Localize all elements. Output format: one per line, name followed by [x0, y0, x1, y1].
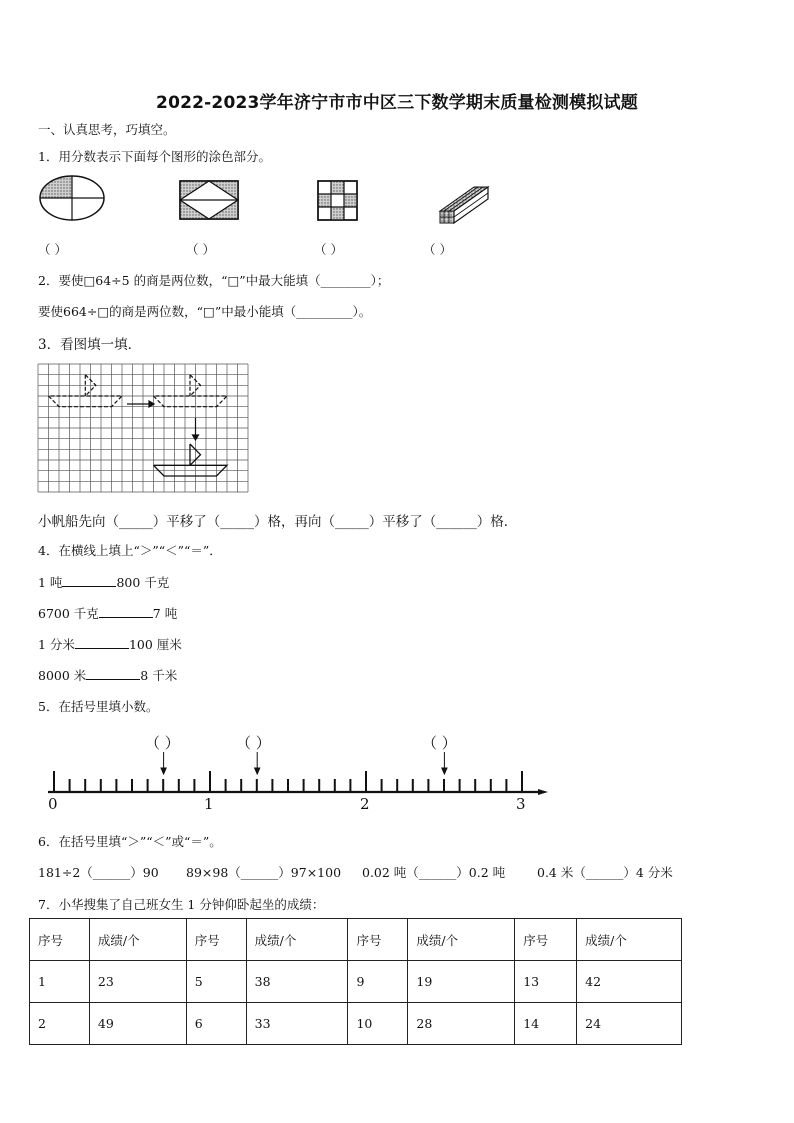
grid-square-figure — [318, 181, 357, 220]
question-6: 6．在括号里填“＞”“＜”或“＝”。 — [38, 834, 222, 849]
table-cell: 49 — [89, 1003, 186, 1045]
table-cell: 14 — [515, 1003, 577, 1045]
boat-translated-right — [154, 375, 228, 407]
q4-item-1 — [38, 573, 169, 591]
arrow-down-icon — [193, 418, 199, 440]
question-3: 3．看图填一填． — [38, 337, 142, 353]
number-label-0: 0 — [48, 795, 58, 813]
header-cell: 成绩/个 — [577, 919, 682, 961]
number-label-3: 3 — [516, 795, 526, 813]
table-row — [30, 1003, 682, 1045]
grid-lines — [38, 364, 248, 492]
q1-answer-3[interactable]: （ ） — [314, 242, 343, 257]
question-7: 7．小华搜集了自己班女生 1 分钟仰卧起坐的成绩： — [38, 897, 325, 912]
q5-bracket-3[interactable]: （ ） — [422, 734, 457, 752]
number-label-2: 2 — [360, 795, 370, 813]
q6-item-1: 181÷2（______）90 — [38, 865, 159, 880]
q6-item-4: 0.4 米（______）4 分米 — [537, 865, 673, 880]
table-cell: 6 — [186, 1003, 246, 1045]
boat-original — [49, 375, 123, 407]
arrow-right-icon — [127, 401, 154, 407]
q4-left: 8000 米 — [38, 668, 87, 683]
q4-left: 1 分米 — [38, 637, 75, 652]
table-cell: 2 — [30, 1003, 90, 1045]
ticks — [54, 771, 522, 792]
q1-answer-4[interactable]: （ ） — [423, 242, 452, 257]
q1-figures — [36, 175, 506, 227]
table-cell: 5 — [186, 961, 246, 1003]
table-cell: 42 — [577, 961, 682, 1003]
table-cell: 23 — [89, 961, 186, 1003]
table-cell: 13 — [515, 961, 577, 1003]
q1-answer-1[interactable]: （ ） — [38, 242, 67, 257]
header-cell: 成绩/个 — [89, 919, 186, 961]
pointer-arrows — [161, 752, 447, 774]
question-5: 5．在括号里填小数。 — [38, 699, 159, 714]
header-cell: 序号 — [348, 919, 408, 961]
number-line — [40, 750, 555, 798]
question-4: 4．在横线上填上“＞”“＜”“＝”． — [38, 543, 222, 558]
header-cell: 序号 — [515, 919, 577, 961]
page-title: 2022-2023学年济宁市市中区三下数学期末质量检测模拟试题 — [156, 93, 638, 113]
table-row — [30, 961, 682, 1003]
question-1: 1．用分数表示下面每个图形的涂色部分。 — [38, 149, 271, 164]
q4-right: 8 千米 — [140, 668, 178, 683]
q4-item-2 — [38, 604, 177, 622]
table-header-row — [30, 919, 682, 961]
answer-blank[interactable] — [86, 667, 140, 680]
question-3-answer: 小帆船先向（_____）平移了（_____）格，再向（_____）平移了（______）格． — [38, 514, 518, 530]
axis-arrow-icon — [538, 789, 548, 795]
q4-left: 1 吨 — [38, 575, 63, 590]
answer-blank[interactable] — [75, 636, 129, 649]
q4-item-4 — [38, 666, 177, 684]
ellipse-figure — [40, 176, 104, 220]
q5-bracket-2[interactable]: （ ） — [236, 734, 271, 752]
q4-right: 800 千克 — [116, 575, 170, 590]
q1-answer-2[interactable]: （ ） — [186, 242, 215, 257]
diamond-rectangle-figure — [180, 181, 238, 219]
q4-left: 6700 千克 — [38, 606, 99, 621]
table-cell: 9 — [348, 961, 408, 1003]
header-cell: 序号 — [30, 919, 90, 961]
q4-item-3 — [38, 635, 182, 653]
table-cell: 28 — [408, 1003, 515, 1045]
question-2-line-2: 要使664÷□的商是两位数，“□”中最小能填（_________）。 — [38, 304, 372, 319]
q4-right: 100 厘米 — [128, 637, 182, 652]
q4-right: 7 吨 — [152, 606, 178, 621]
table-cell: 33 — [246, 1003, 348, 1045]
table-cell: 24 — [577, 1003, 682, 1045]
sailboat-grid — [36, 362, 252, 494]
table-cell: 10 — [348, 1003, 408, 1045]
header-cell: 成绩/个 — [246, 919, 348, 961]
section-heading: 一、认真思考，巧填空。 — [38, 122, 176, 137]
q6-item-3: 0.02 吨（______）0.2 吨 — [362, 865, 506, 880]
q6-item-2: 89×98（______）97×100 — [186, 865, 342, 880]
scores-table — [29, 918, 682, 1045]
question-2-line-1: 2．要使□64÷5 的商是两位数，“□”中最大能填（________）； — [38, 273, 390, 288]
table-cell: 19 — [408, 961, 515, 1003]
q5-bracket-1[interactable]: （ ） — [145, 734, 180, 752]
header-cell: 序号 — [186, 919, 246, 961]
answer-blank[interactable] — [99, 605, 153, 618]
table-cell: 38 — [246, 961, 348, 1003]
cuboid-figure — [440, 187, 488, 223]
answer-blank[interactable] — [62, 574, 116, 587]
table-cell: 1 — [30, 961, 90, 1003]
header-cell: 成绩/个 — [408, 919, 515, 961]
number-label-1: 1 — [204, 795, 214, 813]
